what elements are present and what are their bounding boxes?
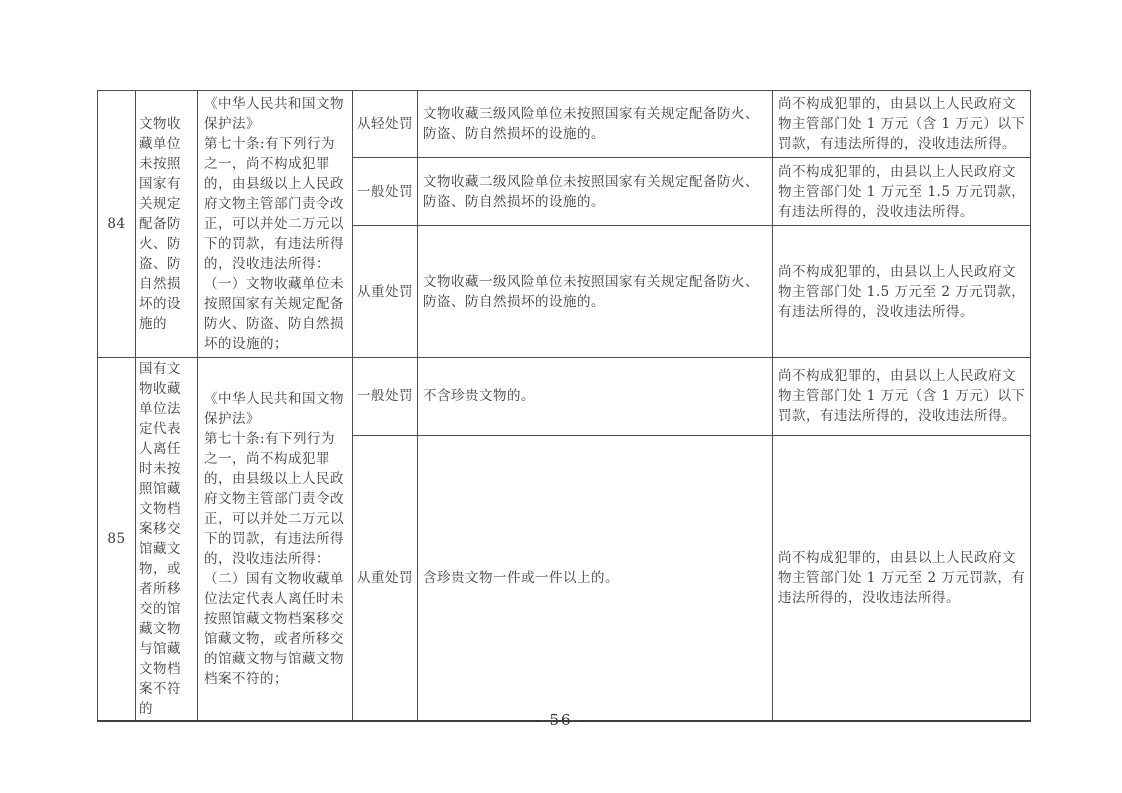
legal-basis-cell <box>198 358 353 722</box>
legal-basis-law-title: 《中华人民共和国文物保护法》 <box>204 391 344 427</box>
legal-basis-article-text: 第七十条:有下列行为之一，尚不构成犯罪的，由县级以上人民政府文物主管部门责令改正，可以并处二万元以下的罚款，有违法所得的，没收违法所得：（一）文物收藏单位未按照国家有关规定配备防火、防盗、防自然损坏的设施的； <box>204 136 344 352</box>
circumstance-cell: 文物收藏二级风险单位未按照国家有关规定配备防火、防盗、防自然损坏的设施的。 <box>418 158 773 226</box>
penalty-detail-cell: 尚不构成犯罪的，由县以上人民政府文物主管部门处 1 万元（含 1 万元）以下罚款，有违法所得的，没收违法所得。 <box>773 91 1031 158</box>
page-number: - 56 - <box>535 711 587 729</box>
legal-basis-law-title: 《中华人民共和国文物保护法》 <box>204 96 344 132</box>
penalty-level-cell: 从重处罚 <box>353 435 418 721</box>
penalty-table <box>97 90 1031 722</box>
penalty-level-cell: 从重处罚 <box>353 226 418 358</box>
penalty-level-cell: 一般处罚 <box>353 358 418 436</box>
circumstance-cell: 不含珍贵文物的。 <box>418 358 773 436</box>
row-number: 85 <box>98 358 136 722</box>
legal-basis-article-text: 第七十条:有下列行为之一，尚不构成犯罪的，由县级以上人民政府文物主管部门责令改正，可以并处二万元以下的罚款，有违法所得的，没收违法所得：（二）国有文物收藏单位法定代表人离任时未按照馆藏文物档案移交馆藏文物，或者所移交的馆藏文物与馆藏文物档案不符的； <box>204 431 344 687</box>
row-number: 84 <box>98 91 136 358</box>
circumstance-cell: 文物收藏一级风险单位未按照国家有关规定配备防火、防盗、防自然损坏的设施的。 <box>418 226 773 358</box>
violation-cell: 文物收藏单位未按照国家有关规定配备防火、防盗、防自然损坏的设施的 <box>136 91 198 358</box>
penalty-detail-cell: 尚不构成犯罪的，由县以上人民政府文物主管部门处 1 万元至 2 万元罚款，有违法所得的，没收违法所得。 <box>773 435 1031 721</box>
table-row <box>98 91 1031 158</box>
violation-cell: 国有文物收藏单位法定代表人离任时未按照馆藏文物档案移交馆藏文物，或者所移交的馆藏文物与馆藏文物档案不符的 <box>136 358 198 722</box>
table-row <box>98 358 1031 436</box>
legal-basis-cell <box>198 91 353 358</box>
penalty-detail-cell: 尚不构成犯罪的，由县以上人民政府文物主管部门处 1 万元（含 1 万元）以下罚款，有违法所得的，没收违法所得。 <box>773 358 1031 436</box>
penalty-detail-cell: 尚不构成犯罪的，由县以上人民政府文物主管部门处 1.5 万元至 2 万元罚款，有违法所得的，没收违法所得。 <box>773 226 1031 358</box>
penalty-level-cell: 一般处罚 <box>353 158 418 226</box>
penalty-detail-cell: 尚不构成犯罪的，由县以上人民政府文物主管部门处 1 万元至 1.5 万元罚款，有违法所得的，没收违法所得。 <box>773 158 1031 226</box>
circumstance-cell: 含珍贵文物一件或一件以上的。 <box>418 435 773 721</box>
circumstance-cell: 文物收藏三级风险单位未按照国家有关规定配备防火、防盗、防自然损坏的设施的。 <box>418 91 773 158</box>
penalty-level-cell: 从轻处罚 <box>353 91 418 158</box>
